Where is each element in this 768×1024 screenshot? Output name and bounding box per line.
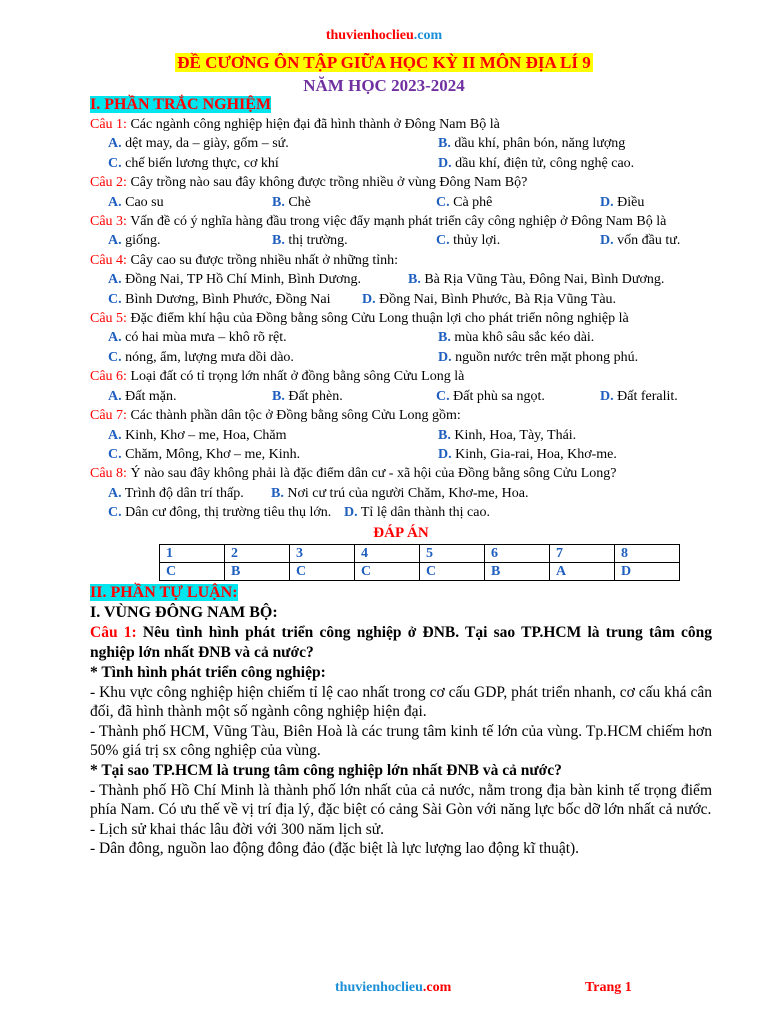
document-body — [90, 95, 712, 859]
essay-question — [90, 623, 712, 663]
option-row — [90, 484, 712, 503]
section-heading-essay: II. PHẦN TỰ LUẬN: — [90, 583, 238, 601]
question-number: Câu 1: — [90, 117, 127, 132]
option-row — [90, 348, 712, 367]
answer-letter-cell: C — [420, 562, 485, 580]
answer-number-cell: 3 — [290, 544, 355, 562]
option: D. Điều — [600, 194, 645, 210]
option: D. Đồng Nai, Bình Phước, Bà Rịa Vũng Tàu. — [362, 291, 617, 307]
answer-letter-row — [160, 562, 680, 580]
site-header — [0, 28, 768, 44]
question-text: Cây trồng nào sau đây không được trồng nhiều ở vùng Đông Nam Bộ? — [126, 175, 528, 191]
option-row — [90, 426, 712, 445]
option-row — [90, 503, 712, 522]
option: D. nguồn nước trên mặt phong phú. — [438, 349, 639, 365]
option: B. Kinh, Hoa, Tày, Thái. — [438, 427, 577, 443]
essay-heading: * Tình hình phát triển công nghiệp: — [90, 663, 326, 681]
essay-paragraph: - Thành phố HCM, Vũng Tàu, Biên Hoà là các trung tâm kinh tế lớn của vùng. Tp.HCM chiếm hơn 50% giá trị sx công nghiệp của vùng. — [90, 722, 712, 760]
option: B. Chè — [272, 194, 311, 210]
question-text: Nêu tình hình phát triển công nghiệp ở ĐNB. Tại sao TP.HCM là trung tâm công nghiệp lớn nhất ĐNB và cả nước? — [90, 623, 712, 661]
region-heading: I. VÙNG ĐÔNG NAM BỘ: — [90, 603, 278, 621]
option: B. dầu khí, phân bón, năng lượng — [438, 136, 626, 152]
question-number: Câu 6: — [90, 369, 127, 385]
site-domain: .com — [413, 28, 443, 43]
question — [90, 464, 712, 483]
question — [90, 367, 712, 386]
option: C. Cà phê — [436, 194, 493, 210]
question-text: Cây cao su được trồng nhiều nhất ở những tỉnh: — [126, 252, 399, 268]
question-number: Câu 1: — [90, 623, 137, 641]
option: C. nóng, ẩm, lượng mưa dồi dào. — [108, 349, 294, 365]
answer-number-cell: 7 — [550, 544, 615, 562]
option-row — [90, 270, 712, 289]
footer-site: thuvienhoclieu.com — [335, 980, 452, 995]
option: A. có hai mùa mưa – khô rõ rệt. — [108, 330, 287, 346]
answer-key-table — [159, 544, 680, 581]
option-row — [90, 154, 712, 173]
option: C. Đất phù sa ngọt. — [436, 388, 545, 404]
question-number: Câu 5: — [90, 311, 127, 327]
option: A. Đồng Nai, TP Hồ Chí Minh, Bình Dương. — [108, 272, 362, 288]
option: A. dệt may, da – giày, gốm – sứ. — [108, 136, 289, 152]
answer-letter-cell: C — [160, 562, 225, 580]
question-text: Các thành phần dân tộc ở Đồng bằng sông Cửu Long gồm: — [126, 408, 461, 424]
answer-number-cell: 6 — [485, 544, 550, 562]
question — [90, 212, 712, 231]
option: C. Dân cư đông, thị trường tiêu thụ lớn. — [108, 505, 332, 521]
question-text: Ý nào sau đây không phải là đặc điểm dân cư - xã hội của Đồng bằng sông Cửu Long? — [126, 466, 617, 482]
page-title: ĐỀ CƯƠNG ÔN TẬP GIỮA HỌC KỲ II MÔN ĐỊA LÍ 9 — [177, 53, 591, 72]
option: A. Trình độ dân trí thấp. — [108, 485, 244, 501]
option: A. Cao su — [108, 194, 164, 210]
question-text: Các ngành công nghiệp hiện đại đã hình thành ở Đông Nam Bộ là — [126, 117, 500, 132]
option: A. Đất mặn. — [108, 388, 177, 404]
page-number: Trang 1 — [585, 980, 632, 995]
option-row — [90, 387, 712, 406]
essay-paragraph: - Dân đông, nguồn lao động đông đảo (đặc biệt là lực lượng lao động kĩ thuật). — [90, 840, 580, 858]
option-row — [90, 328, 712, 347]
answer-letter-cell: C — [290, 562, 355, 580]
page-subtitle: NĂM HỌC 2023-2024 — [303, 76, 465, 95]
answer-number-cell: 5 — [420, 544, 485, 562]
option-row — [90, 134, 712, 153]
option: C. Bình Dương, Bình Phước, Đồng Nai — [108, 291, 331, 307]
option: D. Kinh, Gia-rai, Hoa, Khơ-me. — [438, 446, 617, 462]
question — [90, 173, 712, 192]
question-text: Vấn đề có ý nghĩa hàng đầu trong việc đẩy mạnh phát triển cây công nghiệp ở Đông Nam Bộ là — [126, 214, 667, 230]
option: D. Tỉ lệ dân thành thị cao. — [344, 505, 490, 521]
question-number: Câu 3: — [90, 214, 127, 230]
question — [90, 309, 712, 328]
answer-number-row — [160, 544, 680, 562]
option: B. Bà Rịa Vũng Tàu, Đông Nai, Bình Dương. — [408, 272, 665, 288]
answer-number-cell: 4 — [355, 544, 420, 562]
question-number: Câu 8: — [90, 466, 127, 482]
option: D. Đất feralit. — [600, 388, 678, 404]
answer-letter-cell: A — [550, 562, 615, 580]
question — [90, 406, 712, 425]
essay-paragraph: - Khu vực công nghiệp hiện chiếm tỉ lệ cao nhất trong cơ cấu GDP, phát triển nhanh, cơ cấu khá cân đối, đã hình thành một số ngành công nghiệp hiện đại. — [90, 683, 712, 721]
option-row — [90, 231, 712, 250]
section-heading-multiple-choice: I. PHẦN TRẮC NGHIỆM — [90, 96, 272, 113]
answer-number-cell: 8 — [615, 544, 680, 562]
essay-paragraph: - Thành phố Hồ Chí Minh là thành phố lớn nhất của cả nước, nằm trong địa bàn kinh tế trọng điểm phía Nam. Có ưu thế về vị trí địa lý, đặc biệt có cảng Sài Gòn với năng lực bốc dỡ lớn nhất cả nước. — [90, 781, 712, 819]
option: C. chế biến lương thực, cơ khí — [108, 155, 279, 171]
option: B. mùa khô sâu sắc kéo dài. — [438, 330, 595, 346]
answer-key-title: ĐÁP ÁN — [373, 524, 429, 541]
option: C. Chăm, Mông, Khơ – me, Kinh. — [108, 446, 301, 462]
option: D. vốn đầu tư. — [600, 233, 681, 249]
option-row — [90, 445, 712, 464]
answer-letter-cell: D — [615, 562, 680, 580]
option: D. dầu khí, điện tử, công nghệ cao. — [438, 155, 635, 171]
option: A. Kinh, Khơ – me, Hoa, Chăm — [108, 427, 287, 443]
option: C. thủy lợi. — [436, 233, 501, 249]
question-text: Loại đất có tỉ trọng lớn nhất ở đồng bằng sông Cửu Long là — [126, 369, 465, 385]
option-row — [90, 193, 712, 212]
question-number: Câu 7: — [90, 408, 127, 424]
question-number: Câu 2: — [90, 175, 127, 191]
answer-number-cell: 2 — [225, 544, 290, 562]
option: B. Nơi cư trú của người Chăm, Khơ-me, Hoa. — [271, 485, 529, 501]
essay-paragraph: - Lịch sử khai thác lâu đời với 300 năm lịch sử. — [90, 820, 385, 838]
site-name: thuvienhoclieu — [325, 28, 414, 43]
essay-heading: * Tại sao TP.HCM là trung tâm công nghiệp lớn nhất ĐNB và cả nước? — [90, 761, 562, 779]
option-row — [90, 290, 712, 309]
option: B. thị trường. — [272, 233, 348, 249]
question — [90, 115, 712, 134]
question-text: Đặc điểm khí hậu của Đồng bằng sông Cửu Long thuận lợi cho phát triển nông nghiệp là — [126, 311, 629, 327]
option: B. Đất phèn. — [272, 388, 343, 404]
answer-letter-cell: B — [485, 562, 550, 580]
answer-letter-cell: B — [225, 562, 290, 580]
answer-number-cell: 1 — [160, 544, 225, 562]
question — [90, 251, 712, 270]
option: A. giống. — [108, 233, 161, 249]
question-number: Câu 4: — [90, 252, 127, 268]
answer-letter-cell: C — [355, 562, 420, 580]
